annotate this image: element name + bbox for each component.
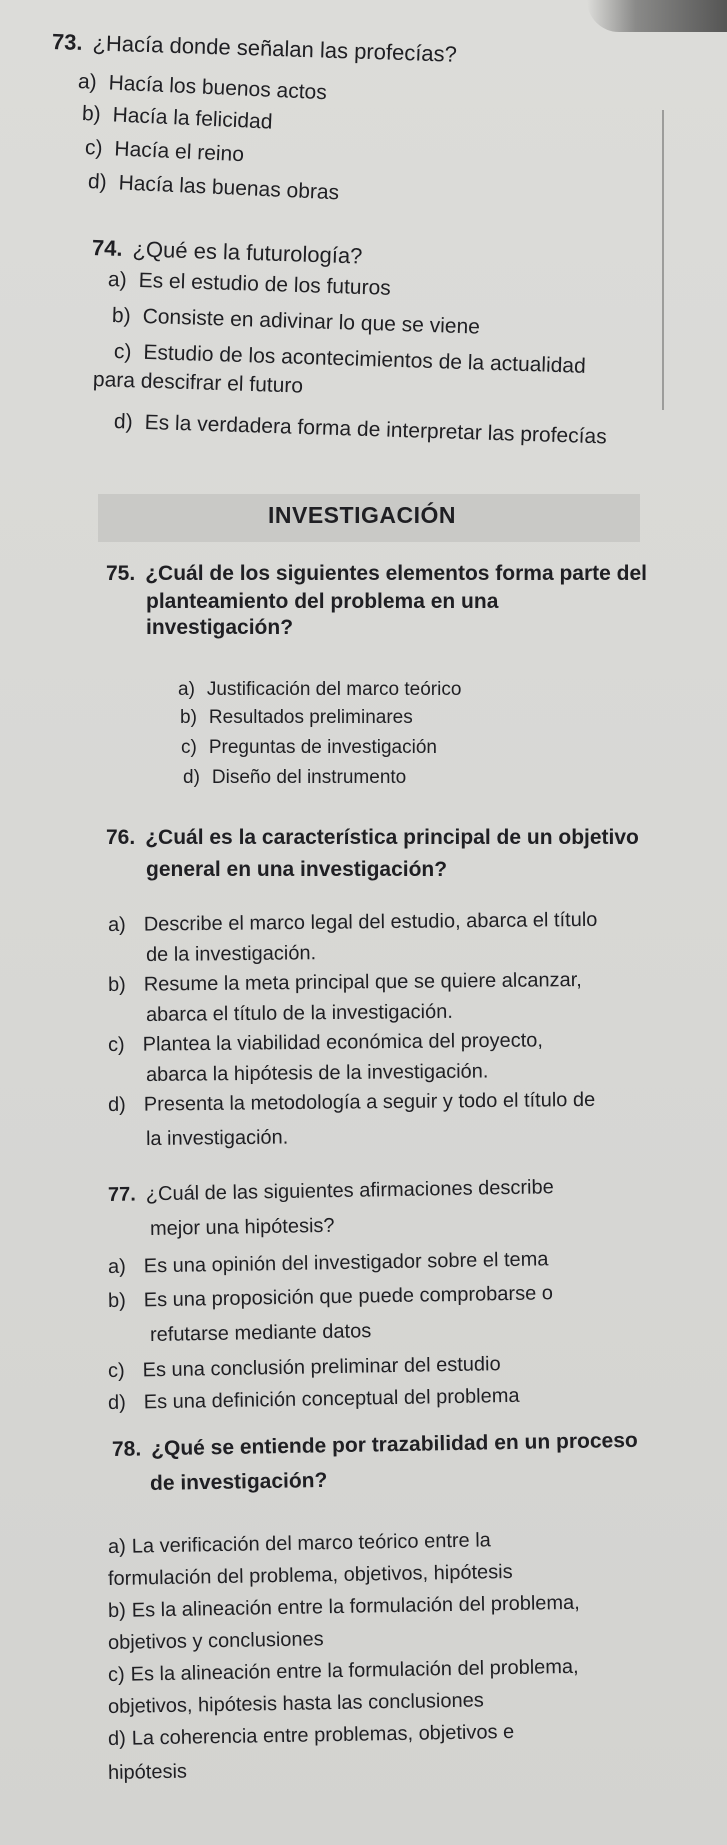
option-78-b: b) Es la alineación entre la formulación del problema, <box>107 1591 580 1622</box>
option-76-d-line-2: la investigación. <box>145 1126 289 1150</box>
option-77-c: c) Es una conclusión preliminar del estudio <box>107 1353 501 1382</box>
option-77-b: b) Es una proposición que puede comprobarse o <box>107 1282 554 1312</box>
question-76: 76. ¿Cuál es la característica principal de un objetivo <box>106 826 639 849</box>
question-73 <box>52 30 458 67</box>
option-74-a: a) Es el estudio de los futuros <box>107 268 392 300</box>
option-76-b-line-2: abarca el título de la investigación. <box>145 1000 453 1026</box>
option-75-a: a) Justificación del marco teórico <box>178 679 462 700</box>
option-75-b: b) Resultados preliminares <box>180 707 413 728</box>
option-73-d: d) Hacía las buenas obras <box>87 170 340 205</box>
question-75-line-3: investigación? <box>146 616 294 639</box>
question-74: 74. ¿Qué es la futurología? <box>91 235 363 269</box>
option-76-c-line-2: abarca la hipótesis de la investigación. <box>145 1060 489 1086</box>
option-73-a: a) Hacía los buenos actos <box>77 70 328 105</box>
option-75-d: d) Diseño del instrumento <box>183 767 407 788</box>
option-78-d-line-2: hipótesis <box>107 1760 188 1784</box>
dark-corner-shadow <box>587 0 727 32</box>
option-76-d: d) Presenta la metodología a seguir y todo el título de <box>107 1088 596 1116</box>
section-title: INVESTIGACIÓN <box>268 502 456 528</box>
question-78: 78. ¿Qué se entiende por trazabilidad en un proceso <box>111 1428 638 1461</box>
question-75-line-2: planteamiento del problema en una <box>146 590 499 613</box>
option-78-c: c) Es la alineación entre la formulación del problema, <box>107 1655 579 1686</box>
option-78-a: a) La verificación del marco teórico entre la <box>107 1529 491 1558</box>
option-75-c: c) Preguntas de investigación <box>181 737 437 758</box>
option-77-b-line-2: refutarse mediante datos <box>149 1320 372 1346</box>
option-73-c: c) Hacía el reino <box>84 136 245 167</box>
option-76-a-line-2: de la investigación. <box>145 942 317 966</box>
question-76-line-2: general en una investigación? <box>146 858 448 881</box>
option-78-c-line-2: objetivos, hipótesis hasta las conclusiones <box>107 1689 484 1718</box>
question-75: 75. ¿Cuál de los siguientes elementos forma parte del <box>106 562 647 585</box>
question-77: 77. ¿Cuál de las siguientes afirmaciones describe <box>107 1176 554 1206</box>
option-78-a-line-2: formulación del problema, objetivos, hipótesis <box>107 1560 513 1590</box>
option-77-a: a) Es una opinión del investigador sobre el tema <box>107 1248 549 1278</box>
option-76-c: c) Plantea la viabilidad económica del proyecto, <box>107 1029 544 1056</box>
question-number: 73. <box>51 29 83 55</box>
option-74-c: c) Estudio de los acontecimientos de la actualidad <box>113 340 587 378</box>
question-text: ¿Hacía donde señalan las profecías? <box>92 30 458 67</box>
option-74-c-continuation: para descifrar el futuro <box>92 368 304 398</box>
option-74-b: b) Consiste en adivinar lo que se viene <box>111 304 481 339</box>
question-78-line-2: de investigación? <box>149 1468 328 1495</box>
option-78-b-line-2: objetivos y conclusiones <box>107 1628 324 1654</box>
option-76-a: a) Describe el marco legal del estudio, abarca el título <box>107 908 598 936</box>
option-74-d: d) Es la verdadera forma de interpretar las profecías <box>113 410 608 449</box>
margin-line <box>662 110 664 410</box>
option-77-d: d) Es una definición conceptual del problema <box>107 1384 520 1414</box>
option-73-b: b) Hacía la felicidad <box>81 102 273 134</box>
option-76-b: b) Resume la meta principal que se quiere alcanzar, <box>107 969 582 996</box>
option-78-d: d) La coherencia entre problemas, objetivos e <box>107 1720 515 1750</box>
question-77-line-2: mejor una hipótesis? <box>149 1214 335 1240</box>
